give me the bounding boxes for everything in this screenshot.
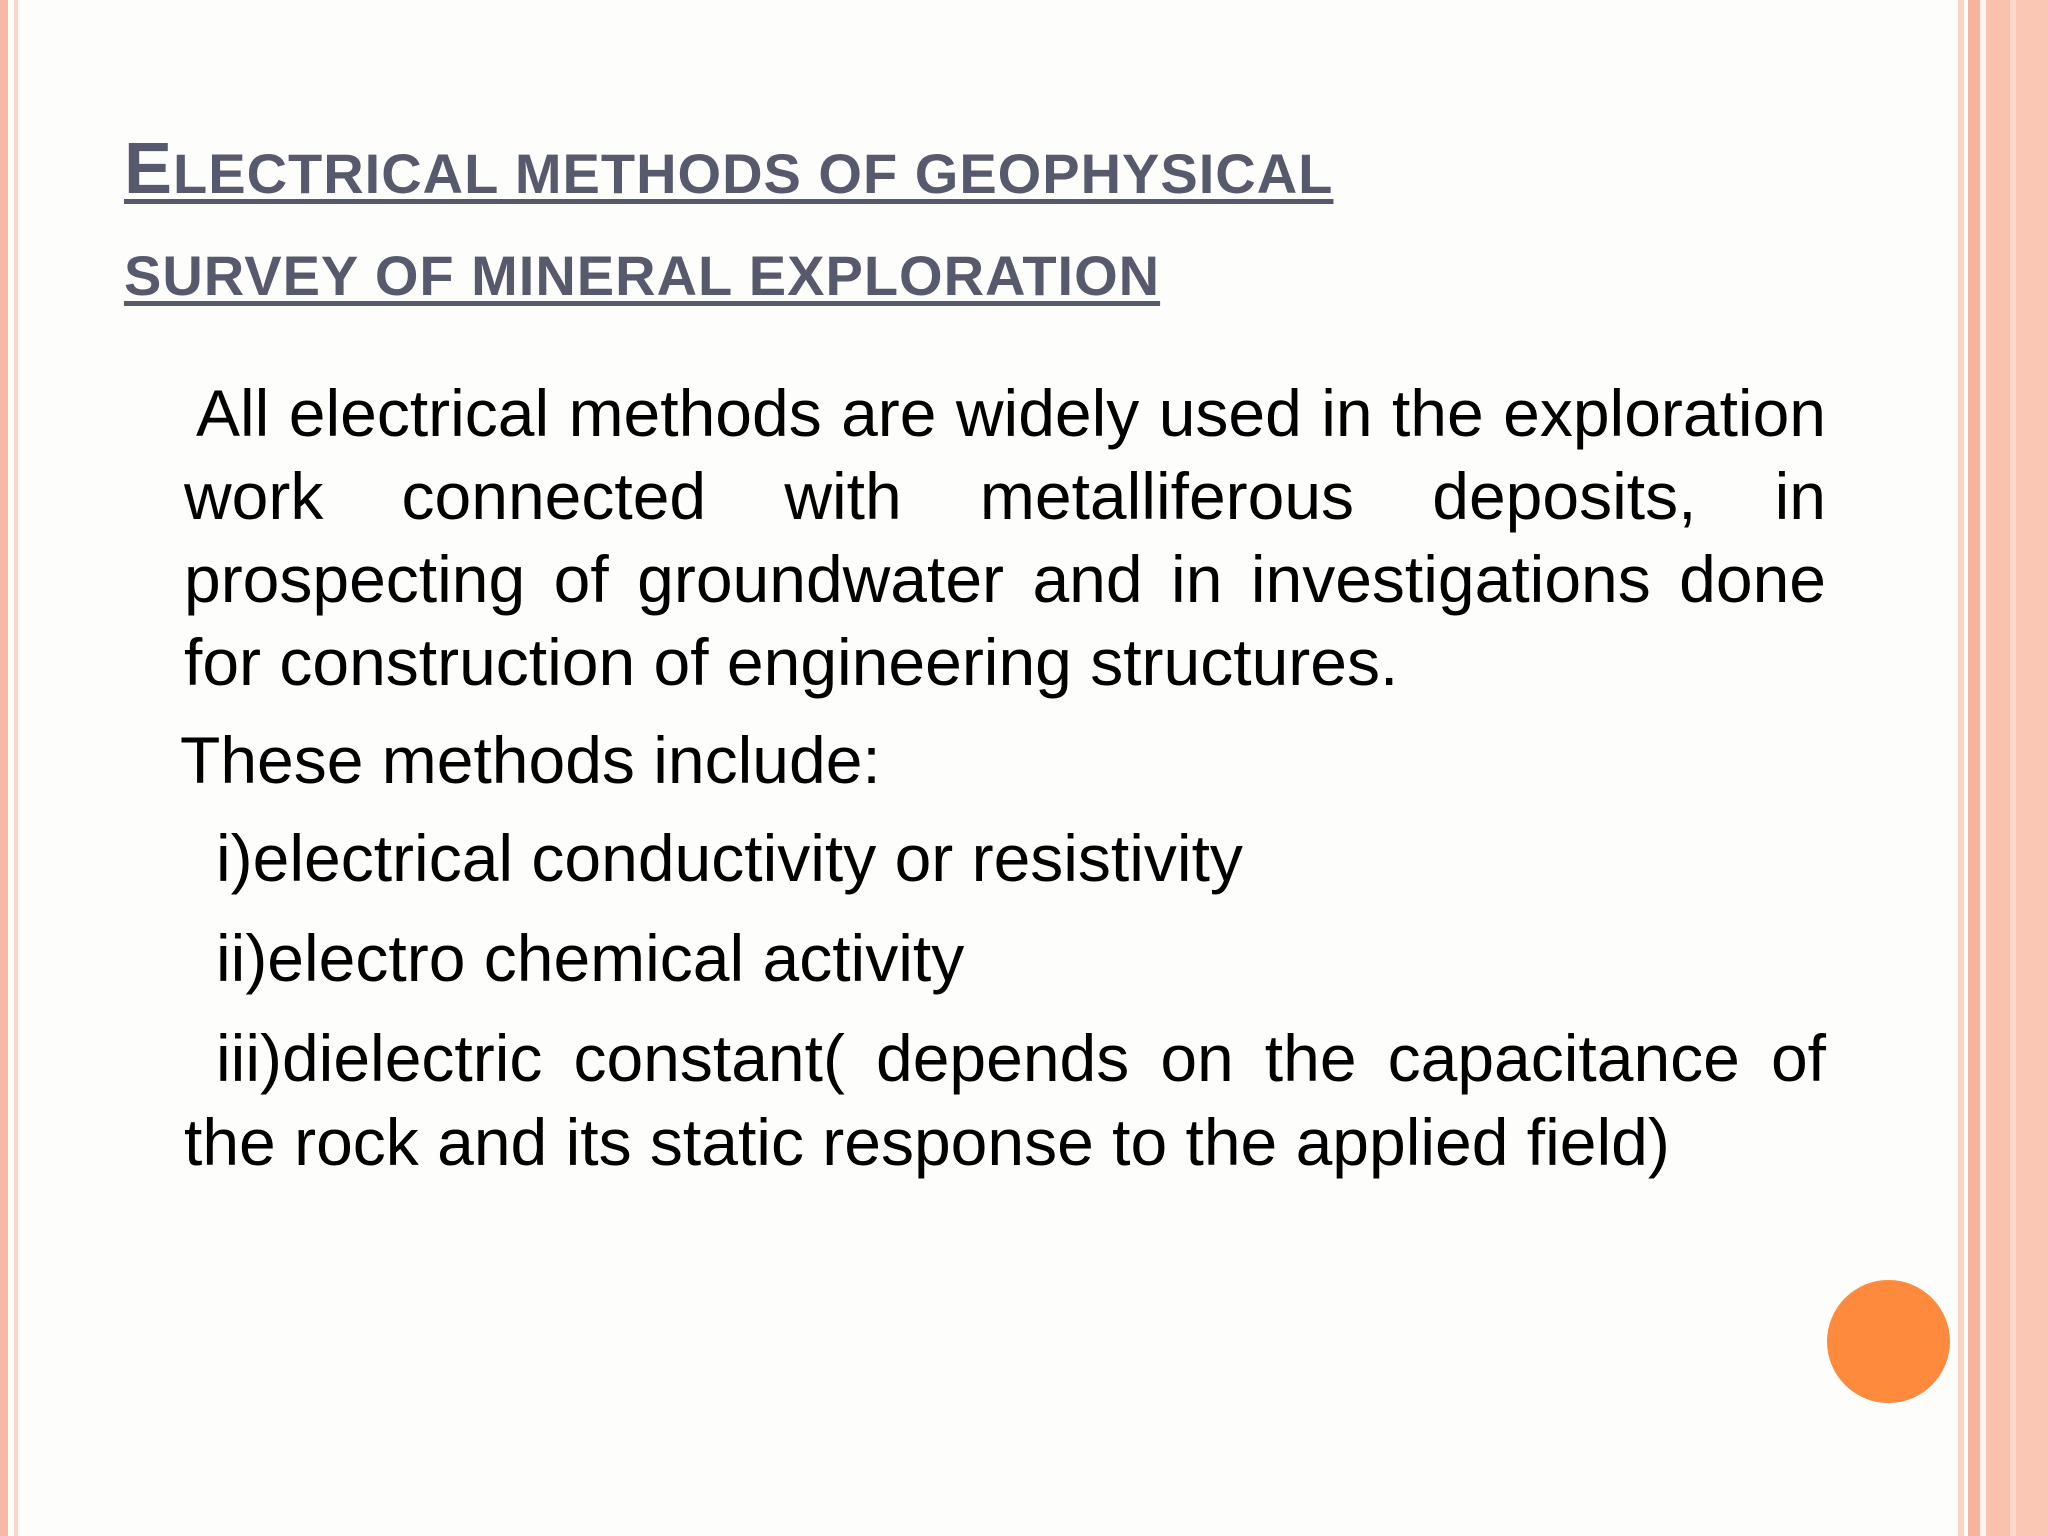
slide-title	[124, 118, 1684, 327]
title-line-1-text: LECTRICAL METHODS OF GEOPHYSICAL	[173, 142, 1334, 205]
title-initial-letter: E	[124, 129, 174, 209]
slide-body	[180, 372, 1826, 1184]
title-line-2	[124, 225, 1684, 327]
orange-accent-circle	[1827, 1280, 1950, 1403]
left-border-thin-stripe	[14, 0, 18, 1536]
title-line-1	[124, 118, 1684, 225]
right-border-stripe	[1986, 0, 2010, 1536]
method-item-2: ii)electro chemical activity	[216, 921, 965, 995]
right-border-stripe	[1968, 0, 1980, 1536]
right-border-stripe	[1958, 0, 1964, 1536]
right-border-stripe	[2016, 0, 2048, 1536]
method-item-3: iii)dielectric constant( depends on the capacitance of the rock and its static response to the applied field)	[184, 1021, 1826, 1179]
method-item-1: i)electrical conductivity or resistivity	[216, 821, 1243, 895]
methods-intro: These methods include:	[180, 723, 881, 797]
left-border-stripe	[0, 0, 8, 1536]
title-line-2-text: SURVEY OF MINERAL EXPLORATION	[124, 244, 1161, 307]
body-paragraph: All electrical methods are widely used in the exploration work connected with metalliferous deposits, in prospecting of groundwater and in investigations done for construction of engineering structures.	[184, 376, 1826, 699]
